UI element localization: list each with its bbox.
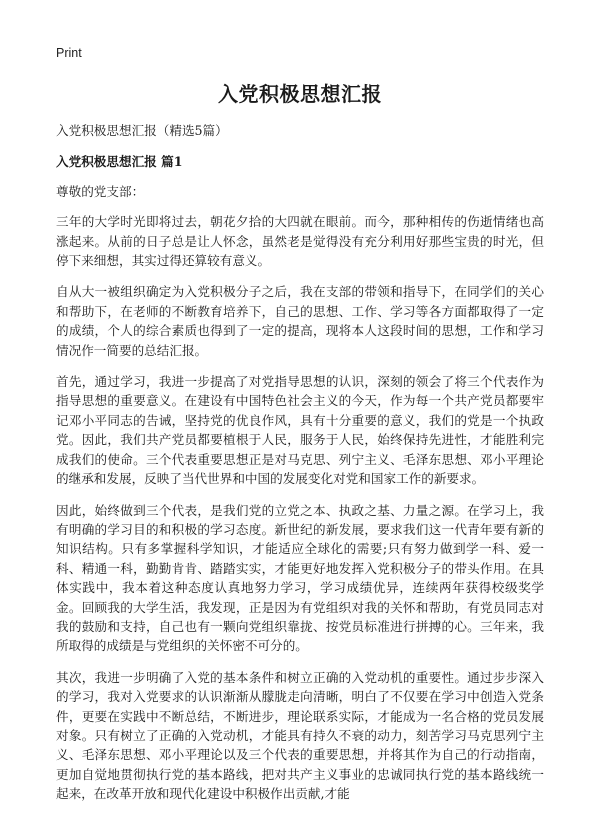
paragraph: 首先，通过学习，我进一步提高了对党指导思想的认识，深刻的领会了将三个代表作为指导思想的重要意义。在建设有中国特色社会主义的今天，作为每一个共产党员都要牢记邓小平同志的告诫，坚持党的优良作风，具有十分重要的意义，我们的党是一个执政党。因此，我们共产党员都要植根于人民，服务于人民，始终保持先进性，才能胜利完成我们的使命。三个代表重要思想正是对马克思、列宁主义、毛泽东思想、邓小平理论的继承和发展，反映了当代世界和中国的发展变化对党和国家工作的新要求。 bbox=[56, 374, 544, 487]
paragraph: 三年的大学时光即将过去，朝花夕拾的大四就在眼前。而今，那种相传的伤逝情绪也高涨起来。从前的日子总是让人怀念，虽然老是觉得没有充分利用好那些宝贵的时光，但停下来细想，其实过得还算较有意义。 bbox=[56, 214, 544, 269]
salutation: 尊敬的党支部： bbox=[56, 183, 145, 199]
document-body bbox=[56, 121, 544, 816]
paragraph: 因此，始终做到三个代表，是我们党的立党之本、执政之基、力量之源。在学习上，我有明确的学习目的和积极的学习态度。新世纪的新发展，要求我们这一代青年要有新的知识结构。只有多掌握科学知识，才能适应全球化的需要;只有努力做到学一科、爱一科、精通一科，勤勤肯肯、踏踏实实，才能更好地发挥入党积极分子的带头作用。在具体实践中，我本着这种态度认真地努力学习，学习成绩优异，连续两年获得校级奖学金。回顾我的大学生活，我发现，正是因为有党组织对我的关怀和帮助，有党员同志对我的鼓励和支持，自己也有一颗向党组织靠拢、按党员标准进行拼搏的心。三年来，我所取得的成绩是与党组织的关怀密不可分的。 bbox=[56, 502, 544, 654]
page-title: 入党积极思想汇报 bbox=[218, 82, 382, 106]
paragraph: 其次，我进一步明确了入党的基本条件和树立正确的入党动机的重要性。通过步步深入的学习，我对入党要求的认识渐渐从朦胧走向清晰，明白了不仅要在学习中创造入党条件，更要在实践中不断总结，不断进步，理论联系实际，才能成为一名合格的党员发展对象。只有树立了正确的入党动机，才能具有持久不衰的动力，刻苦学习马克思列宁主义、毛泽东思想、邓小平理论以及三个代表的重要思想，并将其作为自己的行动指南，更加自觉地贯彻执行党的基本路线，把对共产主义事业的忠诚同执行党的基本路线统一起来，在改革开放和现代化建设中积极作出贡献,才能 bbox=[56, 669, 544, 802]
print-link[interactable]: Print bbox=[56, 46, 82, 60]
document-subtitle: 入党积极思想汇报（精选5篇） bbox=[56, 123, 228, 138]
section-heading: 入党积极思想汇报 篇1 bbox=[56, 154, 183, 170]
paragraph: 自从大一被组织确定为入党积极分子之后，我在支部的带领和指导下，在同学们的关心和帮助下，在老师的不断教育培养下，自己的思想、工作、学习等各方面都取得了一定的成绩，个人的综合素质也得到了一定的提高，现将本人这段时间的思想，工作和学习情况作一简要的总结汇报。 bbox=[56, 284, 544, 358]
